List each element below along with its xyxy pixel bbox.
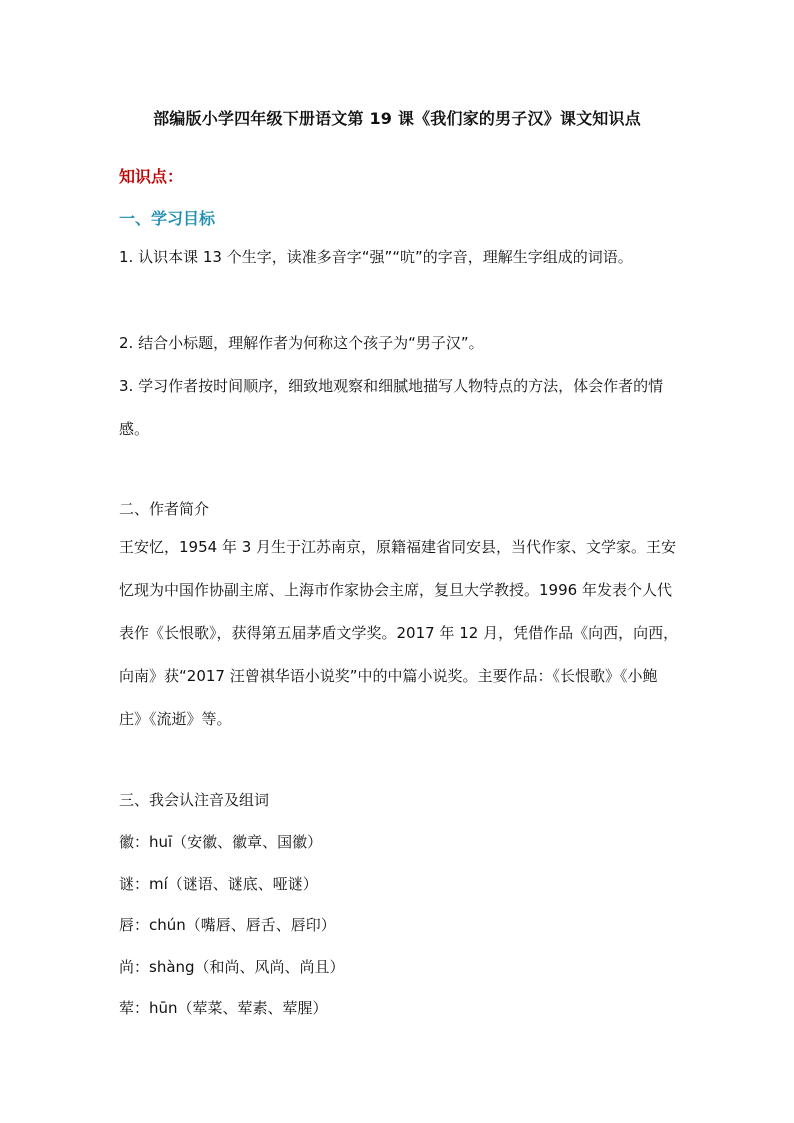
vocab-item-4: 尚：shàng（和尚、风尚、尚且） — [119, 958, 345, 976]
knowledge-label: 知识点： — [119, 167, 184, 186]
vocab-item-2: 谜：mí（谜语、谜底、哑谜） — [119, 875, 318, 893]
author-bio: 王安忆，1954 年 3 月生于江苏南京，原籍福建省同安县，当代作家、文学家。王安忆现为中国作协副主席、上海市作家协会主席，复旦大学教授。1996 年发表个人代表作《长恨歌》，获得第五届茅盾文学奖。2017 年 12 月，凭借作品《向西，向西，向南》获“2017 汪曾祺华语小说奖”中的中篇小说奖。主要作品：《长恨歌》《小鲍庄》《流逝》等。 — [119, 538, 679, 728]
document-title: 部编版小学四年级下册语文第 19 课《我们家的男子汉》课文知识点 — [153, 109, 641, 128]
goal-item-3: 3. 学习作者按时间顺序，细致地观察和细腻地描写人物特点的方法，体会作者的情感。 — [119, 377, 664, 438]
goal-item-2: 2. 结合小标题，理解作者为何称这个孩子为“男子汉”。 — [119, 334, 484, 352]
vocab-item-3: 唇：chún（嘴唇、唇舌、唇印） — [119, 916, 336, 934]
vocab-item-1: 徽：huī（安徽、徽章、国徽） — [119, 833, 323, 851]
section-heading-goals: 一、学习目标 — [119, 209, 216, 228]
section-heading-vocab: 三、我会认注音及组词 — [119, 791, 270, 809]
goal-item-1: 1. 认识本课 13 个生字，读准多音字“强”“吭”的字音，理解生字组成的词语。 — [119, 248, 633, 266]
vocab-item-5: 荤：hūn（荤菜、荤素、荤腥） — [119, 999, 328, 1017]
section-heading-author: 二、作者简介 — [119, 500, 210, 518]
